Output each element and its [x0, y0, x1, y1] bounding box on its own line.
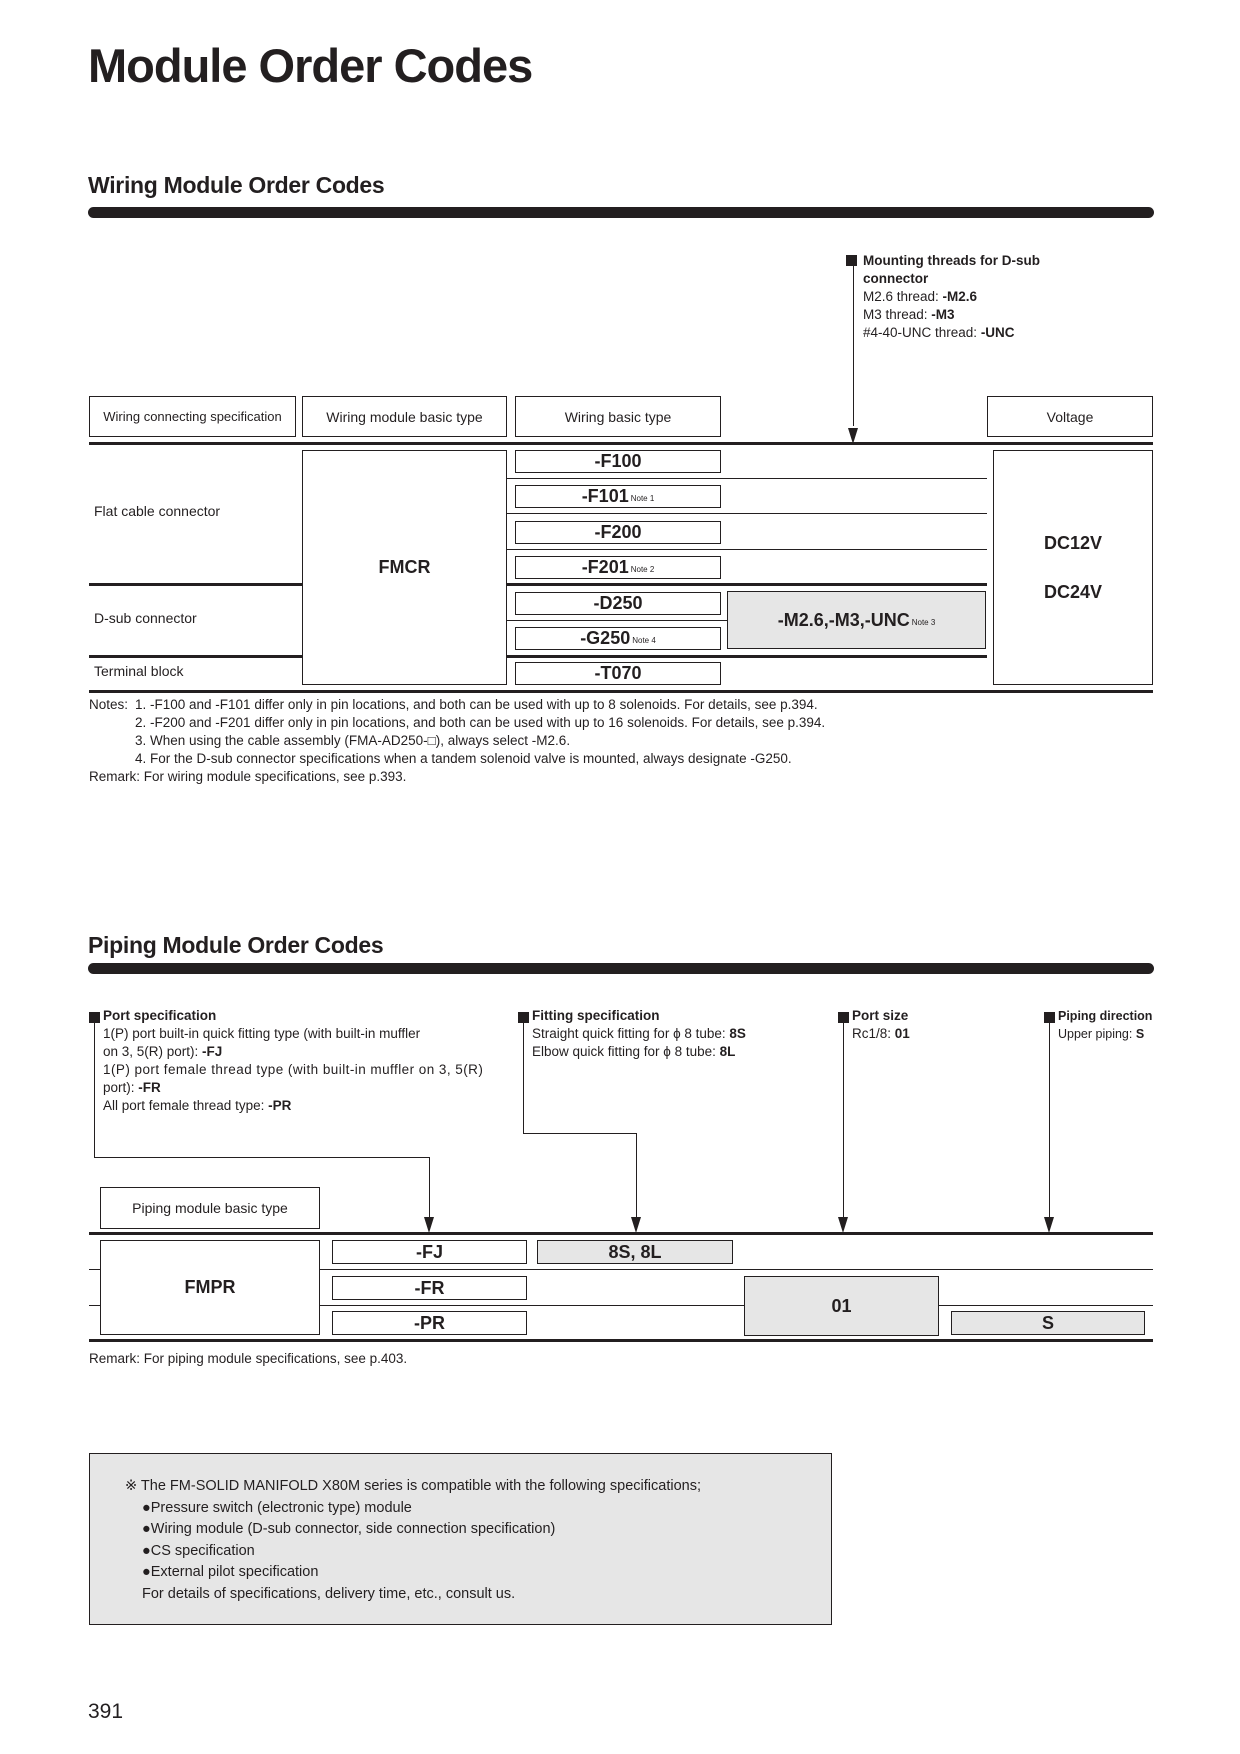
wiring-remark: Remark: For wiring module specifications, see p.393.	[89, 769, 407, 784]
callout-label: All port female thread type:	[103, 1098, 269, 1113]
spec-terminal-block: Terminal block	[94, 663, 184, 679]
callout-heading-2: connector	[863, 271, 929, 286]
piping-section-bar	[88, 963, 1154, 974]
port-size-heading: Port size	[852, 1008, 909, 1023]
module-type-fmpr: FMPR	[100, 1240, 320, 1335]
group-rule	[507, 583, 987, 586]
callout-label: #4-40-UNC thread:	[863, 325, 981, 340]
callout-line	[103, 1043, 513, 1061]
callout-line	[863, 324, 1040, 342]
table-top-rule	[89, 1232, 1153, 1235]
table-bottom-rule	[89, 1339, 1153, 1342]
arrow-down-icon	[424, 1217, 434, 1233]
leader-line	[94, 1022, 95, 1157]
callout-code: -FJ	[202, 1044, 223, 1059]
port-spec-heading: Port specification	[103, 1008, 217, 1023]
wiring-notes	[89, 696, 825, 786]
callout-code: -PR	[268, 1098, 292, 1113]
row-rule	[507, 620, 727, 621]
row-rule	[507, 513, 987, 514]
callout-line	[863, 306, 1040, 324]
leader-line	[523, 1133, 636, 1134]
note-item: 4. For the D-sub connector specifications when a tandem solenoid valve is mounted, always designate -G250.	[135, 751, 792, 766]
info-footer: For details of specifications, delivery time, etc., consult us.	[142, 1585, 516, 1602]
code-text: -M2.6,-M3,-UNC	[777, 609, 910, 630]
piping-remark: Remark: For piping module specifications, see p.403.	[89, 1351, 408, 1366]
callout-line	[863, 288, 1040, 306]
code-f201	[515, 556, 721, 579]
callout-label: 1(P) port built-in quick fitting type (with built-in muffler	[103, 1026, 421, 1041]
spec-flat-cable: Flat cable connector	[94, 503, 221, 519]
callout-line	[852, 1025, 910, 1043]
code-fr: -FR	[332, 1276, 527, 1300]
callout-label: port):	[103, 1080, 139, 1095]
code-text: -G250	[580, 628, 631, 648]
arrow-down-icon	[631, 1217, 641, 1233]
callout-line	[532, 1025, 746, 1043]
code-text: -D250	[593, 593, 643, 613]
info-bullet: ●Wiring module (D-sub connector, side connection specification)	[142, 1521, 556, 1537]
callout-code: 01	[894, 1026, 910, 1041]
code-text: -F101	[581, 486, 629, 506]
callout-label: M2.6 thread:	[863, 289, 943, 304]
note-ref: Note 4	[632, 636, 656, 645]
leader-line	[1049, 1022, 1050, 1219]
fitting-spec-heading: Fitting specification	[532, 1008, 660, 1023]
spec-dsub: D-sub connector	[94, 610, 197, 626]
code-text: -F200	[594, 522, 642, 542]
callout-code: 8L	[719, 1044, 736, 1059]
callout-label: Elbow quick fitting for ϕ 8 tube:	[532, 1044, 720, 1059]
piping-section-title: Piping Module Order Codes	[88, 932, 384, 958]
header-module-basic-type: Wiring module basic type	[302, 396, 507, 437]
info-bullet: ●Pressure switch (electronic type) module	[142, 1499, 412, 1516]
info-bullet: ●CS specification	[142, 1542, 255, 1559]
compatibility-text	[125, 1476, 701, 1605]
callout-code: -M2.6	[942, 289, 978, 304]
leader-line	[523, 1022, 524, 1133]
code-f200	[515, 521, 721, 544]
callout-label: 1(P) port female thread type (with built-in muffler on 3, 5(R)	[103, 1062, 484, 1077]
notes-label: Notes:	[89, 697, 129, 712]
fitting-spec-callout	[532, 1007, 746, 1061]
voltage-12v: DC12V	[1043, 532, 1103, 553]
callout-label: Straight quick fitting for ϕ 8 tube:	[532, 1026, 730, 1041]
code-fitting: 8S, 8L	[537, 1240, 733, 1264]
header-piping-module-basic-type: Piping module basic type	[100, 1187, 320, 1229]
leader-line	[636, 1133, 637, 1219]
callout-heading-1: Mounting threads for D-sub	[863, 253, 1040, 268]
callout-label: on 3, 5(R) port):	[103, 1044, 203, 1059]
page-title: Module Order Codes	[88, 39, 533, 92]
callout-line	[532, 1043, 746, 1061]
module-type-fmcr: FMCR	[302, 450, 507, 685]
code-f101	[515, 485, 721, 508]
header-voltage: Voltage	[987, 396, 1153, 437]
code-direction: S	[951, 1311, 1145, 1335]
group-rule	[89, 583, 302, 586]
code-f100	[515, 450, 721, 473]
code-d250	[515, 592, 721, 615]
callout-leader-line	[853, 266, 854, 426]
note-item: 1. -F100 and -F101 differ only in pin locations, and both can be used with up to 8 solenoids. For details, see p.394.	[135, 697, 818, 712]
code-fj: -FJ	[332, 1240, 527, 1264]
piping-direction-callout	[1058, 1007, 1152, 1043]
code-t070	[515, 662, 721, 685]
piping-direction-heading: Piping direction	[1058, 1009, 1153, 1023]
code-g250	[515, 627, 721, 650]
thread-codes	[727, 591, 986, 649]
wiring-section-title: Wiring Module Order Codes	[88, 172, 385, 198]
note-ref: Note 2	[630, 565, 655, 574]
row-rule	[507, 549, 987, 550]
callout-label: M3 thread:	[863, 307, 932, 322]
table-top-rule	[89, 442, 1153, 445]
info-intro: ※ The FM-SOLID MANIFOLD X80M series is compatible with the following specifications;	[125, 1478, 701, 1494]
port-size-callout	[852, 1007, 910, 1043]
callout-label: Upper piping:	[1058, 1027, 1136, 1041]
header-wiring-basic-type: Wiring basic type	[515, 396, 721, 437]
callout-code: -UNC	[980, 325, 1015, 340]
info-bullet: ●External pilot specification	[142, 1564, 319, 1580]
code-text: -F201	[581, 557, 629, 577]
wiring-section-bar	[88, 207, 1154, 218]
arrow-down-icon	[838, 1217, 848, 1233]
compatibility-info-box	[89, 1453, 832, 1625]
note-ref: Note 3	[911, 617, 936, 627]
table-bottom-rule	[89, 690, 1153, 693]
code-text: -F100	[594, 451, 642, 471]
row-rule	[507, 478, 987, 479]
callout-line	[103, 1097, 513, 1115]
leader-line	[429, 1157, 430, 1219]
callout-code: -FR	[138, 1080, 161, 1095]
note-ref: Note 1	[630, 494, 655, 503]
voltage-24v: DC24V	[1043, 581, 1103, 602]
page-number: 391	[88, 1700, 124, 1723]
code-pr: -PR	[332, 1311, 527, 1335]
callout-code: 8S	[729, 1026, 746, 1041]
callout-line	[103, 1025, 513, 1043]
code-port-size: 01	[744, 1276, 939, 1336]
callout-line	[1058, 1025, 1152, 1043]
leader-line	[843, 1022, 844, 1219]
leader-line	[94, 1157, 429, 1158]
callout-line	[103, 1061, 513, 1079]
code-text: -T070	[594, 663, 642, 683]
arrow-down-icon	[1044, 1217, 1054, 1233]
callout-label: Rc1/8:	[852, 1026, 895, 1041]
thread-callout	[863, 252, 1040, 342]
square-bullet-icon	[846, 255, 857, 266]
voltage-box	[993, 450, 1153, 685]
note-item: 3. When using the cable assembly (FMA-AD250-□), always select -M2.6.	[135, 733, 571, 748]
port-spec-callout	[103, 1007, 513, 1115]
group-rule	[507, 655, 987, 658]
header-connecting-spec: Wiring connecting specification	[89, 396, 296, 437]
note-item: 2. -F200 and -F201 differ only in pin locations, and both can be used with up to 16 solenoids. For details, see p.394.	[135, 715, 826, 730]
callout-line	[103, 1079, 513, 1097]
group-rule	[89, 655, 302, 658]
callout-code: S	[1135, 1027, 1145, 1041]
callout-code: -M3	[931, 307, 955, 322]
